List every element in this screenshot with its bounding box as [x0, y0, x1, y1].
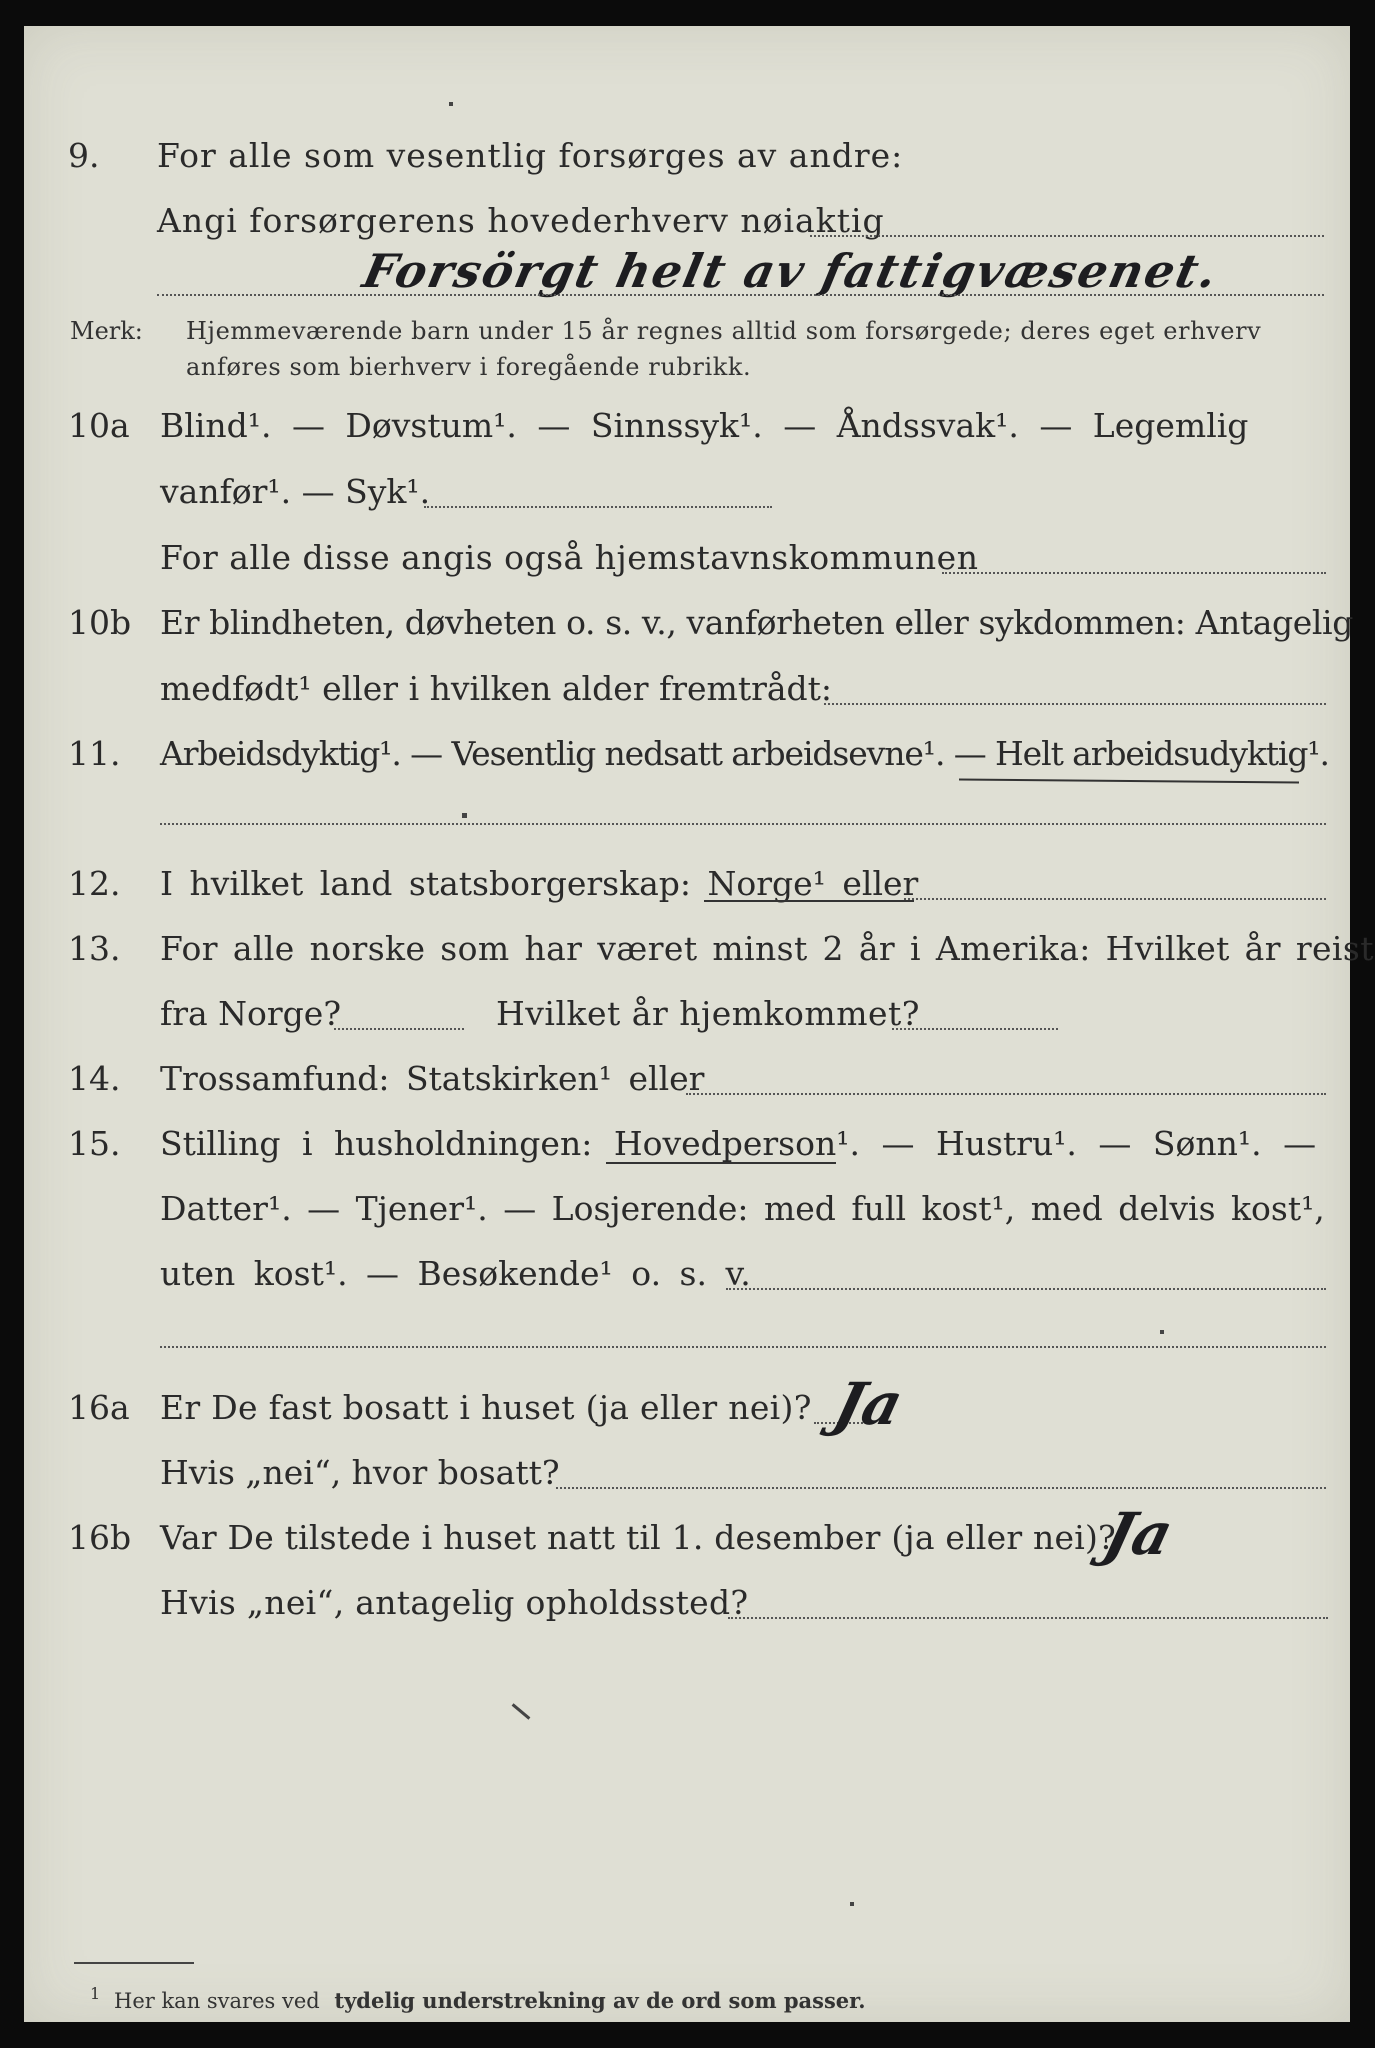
question-text: Arbeidsdyktig¹. — Vesentlig nedsatt arbeidsevne¹. — Helt arbeidsudyktig¹.: [160, 734, 1329, 773]
question-text: I hvilket land statsborgerskap: Norge¹ eller: [160, 864, 919, 903]
fill-line: [686, 1093, 1326, 1095]
fill-line: [824, 703, 1326, 705]
answer-underline: [704, 900, 914, 902]
fill-line: [904, 898, 1326, 900]
handwritten-answer: Ja: [827, 1370, 910, 1438]
fill-line: [556, 1487, 1326, 1489]
question-text: Er blindheten, døvheten o. s. v., vanførheten eller sykdommen: Antagelig: [160, 603, 1353, 642]
question-text: uten kost¹. — Besøkende¹ o. s. v.: [160, 1254, 751, 1293]
fill-line: [728, 1617, 1328, 1619]
ink-mark: [1160, 1330, 1164, 1334]
question-text: For alle som vesentlig forsørges av andre:: [157, 136, 904, 175]
question-text: For alle disse angis også hjemstavnskommunen: [160, 538, 979, 577]
question-number: 16b: [68, 1518, 132, 1557]
question-number: 16a: [68, 1388, 130, 1427]
footnote-rule: [74, 1962, 194, 1964]
question-text: Hvis „nei“, antagelig opholdssted?: [160, 1583, 749, 1622]
question-text: Angi forsørgerens hovederhverv nøiaktig: [157, 201, 885, 240]
question-number: 9.: [68, 136, 100, 175]
fill-line: [892, 1028, 1058, 1030]
answer-underline: [959, 779, 1299, 784]
footnote-mark: 1: [90, 1984, 101, 2003]
handwritten-answer: Forsörgt helt av fattigvæsenet.: [358, 244, 1224, 298]
note-text: Hjemmeværende barn under 15 år regnes alltid som forsørgede; deres eget erhverv: [186, 317, 1262, 345]
question-text: Stilling i husholdningen: Hovedperson¹. — Hustru¹. — Sønn¹. —: [160, 1124, 1317, 1163]
question-text: Blind¹. — Døvstum¹. — Sinnssyk¹. — Åndssvak¹. — Legemlig: [160, 406, 1249, 445]
fill-line: [424, 506, 772, 508]
question-text: Er De fast bosatt i huset (ja eller nei)?: [160, 1388, 812, 1427]
fill-line: [160, 823, 1326, 825]
fill-line: [726, 1288, 1326, 1290]
question-text: vanfør¹. — Syk¹.: [160, 472, 431, 511]
question-number: 10b: [68, 603, 132, 642]
footnote-text: Her kan svares ved: [114, 1989, 320, 2013]
fill-line: [157, 294, 1324, 296]
question-text: Hvis „nei“, hvor bosatt?: [160, 1453, 560, 1492]
note-text: anføres som bierhverv i foregående rubrikk.: [186, 353, 752, 381]
fill-line: [810, 235, 1324, 237]
question-number: 11.: [68, 734, 121, 773]
note-label: Merk:: [70, 317, 143, 345]
handwritten-answer: Ja: [1097, 1500, 1180, 1568]
ink-mark: [850, 1902, 854, 1906]
question-text: Trossamfund: Statskirken¹ eller: [160, 1059, 705, 1098]
question-number: 15.: [68, 1124, 121, 1163]
footnote-emphasis: tydelig understrekning av de ord som passer.: [334, 1988, 866, 2013]
question-text: For alle norske som har været minst 2 år i Amerika: Hvilket år reist: [160, 929, 1374, 968]
question-text: Var De tilstede i huset natt til 1. desember (ja eller nei)?: [160, 1518, 1116, 1557]
question-number: 10a: [68, 406, 130, 445]
question-text: Hvilket år hjemkommet?: [496, 994, 920, 1033]
ink-mark: [462, 813, 467, 818]
question-number: 13.: [68, 929, 121, 968]
question-text: fra Norge?: [160, 994, 342, 1033]
question-number: 14.: [68, 1059, 121, 1098]
ink-mark: [512, 1703, 531, 1719]
footnote: [90, 1984, 866, 2013]
question-text: medfødt¹ eller i hvilken alder fremtrådt:: [160, 669, 833, 708]
question-number: 12.: [68, 864, 121, 903]
ink-mark: [449, 102, 453, 106]
answer-underline: [606, 1162, 836, 1164]
fill-line: [160, 1346, 1326, 1348]
census-form-page: [24, 26, 1374, 2022]
question-text: Datter¹. — Tjener¹. — Losjerende: med full kost¹, med delvis kost¹,: [160, 1189, 1325, 1228]
fill-line: [334, 1028, 464, 1030]
fill-line: [942, 572, 1326, 574]
